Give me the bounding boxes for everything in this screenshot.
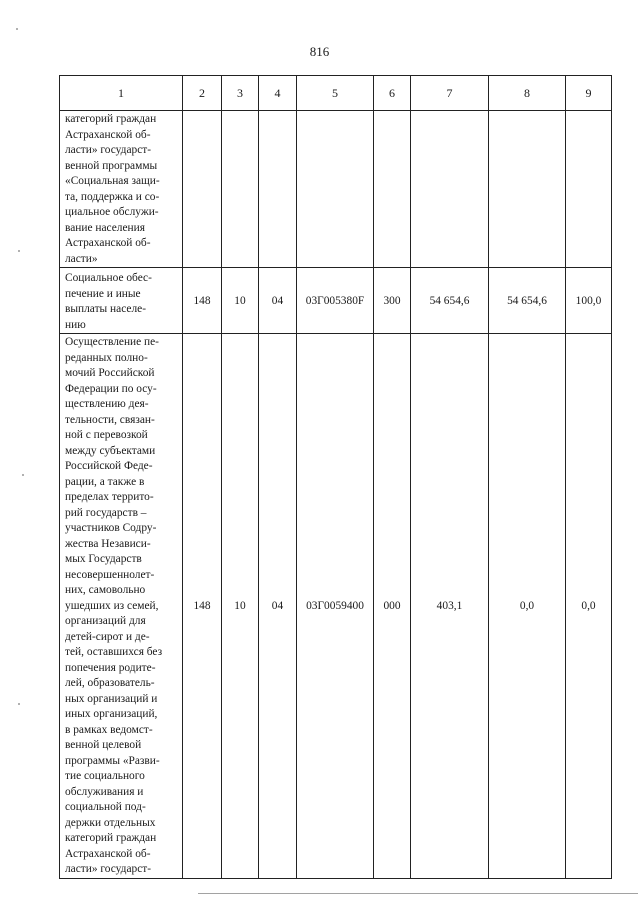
table-header-row [60, 76, 612, 111]
table-cell [259, 111, 297, 268]
column-header: 2 [183, 76, 222, 111]
scan-speck [18, 703, 20, 705]
table-cell: 54 654,6 [411, 268, 489, 334]
table-cell: 54 654,6 [489, 268, 566, 334]
table-cell [411, 111, 489, 268]
column-header: 8 [489, 76, 566, 111]
table-cell: 10 [222, 334, 259, 879]
table-cell [489, 111, 566, 268]
table-row [60, 111, 612, 268]
scan-speck [22, 474, 24, 476]
row-description: категорий граждан Астраханской об- ласти» государст- венной программы «Социальная защи- та, поддержка и со- циальное обслужи- вание населения Астраханской об- ласти» [60, 111, 183, 268]
table-cell [374, 111, 411, 268]
column-header: 5 [297, 76, 374, 111]
table-cell [183, 111, 222, 268]
table-cell: 148 [183, 334, 222, 879]
column-header: 3 [222, 76, 259, 111]
table-cell: 0,0 [489, 334, 566, 879]
column-header: 6 [374, 76, 411, 111]
scan-edge-line [198, 893, 638, 894]
table-cell [297, 111, 374, 268]
scan-speck [16, 28, 18, 30]
table-row [60, 334, 612, 879]
table-cell: 403,1 [411, 334, 489, 879]
row-description: Социальное обес- печение и иные выплаты населе- нию [60, 268, 183, 334]
table-cell: 100,0 [566, 268, 612, 334]
table-cell: 0,0 [566, 334, 612, 879]
page-number: 816 [309, 44, 330, 59]
table-cell: 03Г005380F [297, 268, 374, 334]
column-header: 4 [259, 76, 297, 111]
table-row [60, 268, 612, 334]
table-cell: 148 [183, 268, 222, 334]
column-header: 7 [411, 76, 489, 111]
table-cell [566, 111, 612, 268]
column-header: 9 [566, 76, 612, 111]
row-description: Осуществление пе- реданных полно- мочий Российской Федерации по осу- ществлению дея- тельности, связан- ной с перевозкой между субъектами Российской Феде- рации, а также в пределах террито- рий государств – участников Содру- жества Независи- мых Государств несовершеннолет- них, самовольно ушедших из семей, организаций для детей-сирот и де- тей, оставшихся без попечения родите- лей, образователь- ных организаций и иных организаций, в рамках ведомст- венной целевой программы «Разви- тие социального обслуживания и социальной под- держки отдельных категорий граждан Астраханской об- ласти» государст- [60, 334, 183, 879]
table-cell: 000 [374, 334, 411, 879]
table-cell: 04 [259, 334, 297, 879]
column-header: 1 [60, 76, 183, 111]
budget-table [59, 75, 612, 879]
table-cell: 300 [374, 268, 411, 334]
table-cell: 04 [259, 268, 297, 334]
table-cell: 03Г0059400 [297, 334, 374, 879]
table-cell: 10 [222, 268, 259, 334]
scan-speck [18, 250, 20, 252]
table-cell [222, 111, 259, 268]
